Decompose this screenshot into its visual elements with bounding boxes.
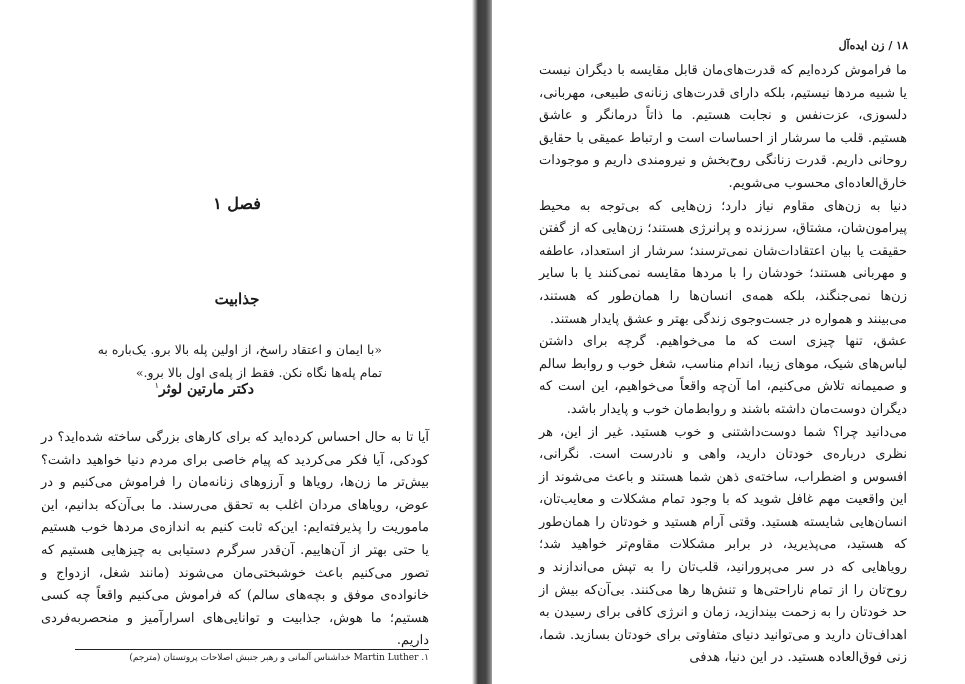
paragraph: عشق، تنها چیزی است که ما می‌خواهیم. گرچه برای داشتن لباس‌های شیک، موهای زیبا، اندام مناسب، شغل خوب و روابط سالم و صمیمانه تلاش می‌کنیم، اما آن‌چه واقعاً می‌خواهیم، این است که دیگران دوست‌مان داشته باشند و روابط‌مان خوب و پایدار باشد. (539, 334, 907, 417)
chapter-title: فصل ۱ (213, 194, 261, 213)
left-body-text (41, 427, 429, 653)
footnote-marker: ۱ (154, 381, 159, 390)
footnote-divider (75, 649, 429, 650)
book-spine (472, 0, 494, 684)
epigraph-author-name: دکتر مارتین لوثر (158, 381, 254, 398)
paragraph: ما فراموش کرده‌ایم که قدرت‌های‌مان قابل مقایسه با دیگران نیست یا شبیه مردها نیستیم، بلکه دارای قدرت‌های زنانه‌ی طبیعی، مهربانی، دلسوزی، عزت‌نفس و نجابت هستیم. ما ذاتاً درمانگر و عاشق هستیم. قلب ما سرشار از احساسات است و ارتباط عمیقی با حقایق روحانی داریم. قدرت زنانگی روح‌بخش و نیرومندی داریم و موجودات خارق‌العاده‌ای محسوب می‌شویم. (539, 63, 907, 191)
paragraph: می‌دانید چرا؟ شما دوست‌داشتنی و خوب هستید. غیر از این، هر نظری درباره‌ی خودتان دارید، واهی و نادرست است. نگرانی، افسوس و اضطراب، ساخته‌ی ذهن شما هستند و باعث می‌شوند از این واقعیت مهم غافل شوید که با وجود تمام مشکلات و معایب‌تان، انسان‌هایی شایسته هستید. وقتی آرام هستید و خودتان را همان‌طور که هستید، می‌پذیرید، در برابر مشکلات مقاوم‌تر خواهید شد؛ رویاهایی که در سر می‌پرورانید، قلب‌تان را به تپش می‌اندازند و روح‌تان را از تمام ناراحتی‌ها و تنش‌ها رها می‌کنند. بی‌آن‌که بیش از حد خودتان را به زحمت بیندازید، زمان و انرژی کافی برای رسیدن به اهداف‌تان دارید و می‌توانید دنیای متفاوتی برای خودتان بسازید. شما، زنی فوق‌العاده هستید. در این دنیا، هدفی (539, 424, 907, 666)
epigraph-author (155, 381, 254, 398)
footnote: ۱. Martin Luther خداشناس آلمانی و رهبر جنبش اصلاحات پروتستان (مترجم) (129, 653, 429, 663)
running-head: ۱۸ / زن ایده‌آل (838, 39, 908, 52)
paragraph: آیا تا به حال احساس کرده‌اید که برای کارهای بزرگی ساخته شده‌اید؟ در کودکی، آیا فکر می‌کردید که پیام خاصی برای مردم دنیا خواهید داشت؟ بیش‌تر ما زن‌ها، رویاها و آرزوهای زنانه‌مان را فراموش می‌کنیم و در عوض، رویاهای مردان اغلب به تحقق می‌رسند. ما بی‌آن‌که بدانیم، این ماموریت را پذیرفته‌ایم: این‌که ثابت کنیم به اندازه‌ی مردها خوب هستیم یا حتی بهتر از آن‌هاییم. آن‌قدر سرگرم دستیابی به چیزهایی هستیم که تصور می‌کنیم باعث خوشبختی‌مان می‌شوند (مانند شغل، ازدواج و خانواده‌ی موفق و بچه‌های سالم) که فراموش می‌کنیم واقعاً چه کسی هستیم؛ ما هوش، جذابیت و توانایی‌های اسرارآمیز و منحصربه‌فردی داریم. (41, 430, 429, 649)
section-title: جذابیت (214, 290, 260, 308)
right-body-text (539, 60, 907, 670)
paragraph: دنیا به زن‌های مقاوم نیاز دارد؛ زن‌هایی که بی‌توجه به محیط پیرامون‌شان، مشتاق، سرزنده و پرانرژی هستند؛ زن‌هایی که از گفتن حقیقت یا بیان اعتقادات‌شان نمی‌ترسند؛ سرشار از استعداد، عاطفه و مهربانی هستند؛ خودشان را با مردها مقایسه نمی‌کنند یا با سایر زن‌ها نمی‌جنگند، بلکه همه‌ی انسان‌ها را همان‌طور که هستند، می‌بینند و همواره در جست‌وجوی زندگی بهتر و عشق پایدار هستند. (539, 198, 907, 327)
right-page (492, 0, 965, 684)
epigraph-quote: «با ایمان و اعتقاد راسخ، از اولین پله بالا برو. یک‌باره به تمام پله‌ها نگاه نکن. فقط از پله‌ی اول بالا برو.» (97, 342, 382, 380)
left-page (0, 0, 474, 684)
